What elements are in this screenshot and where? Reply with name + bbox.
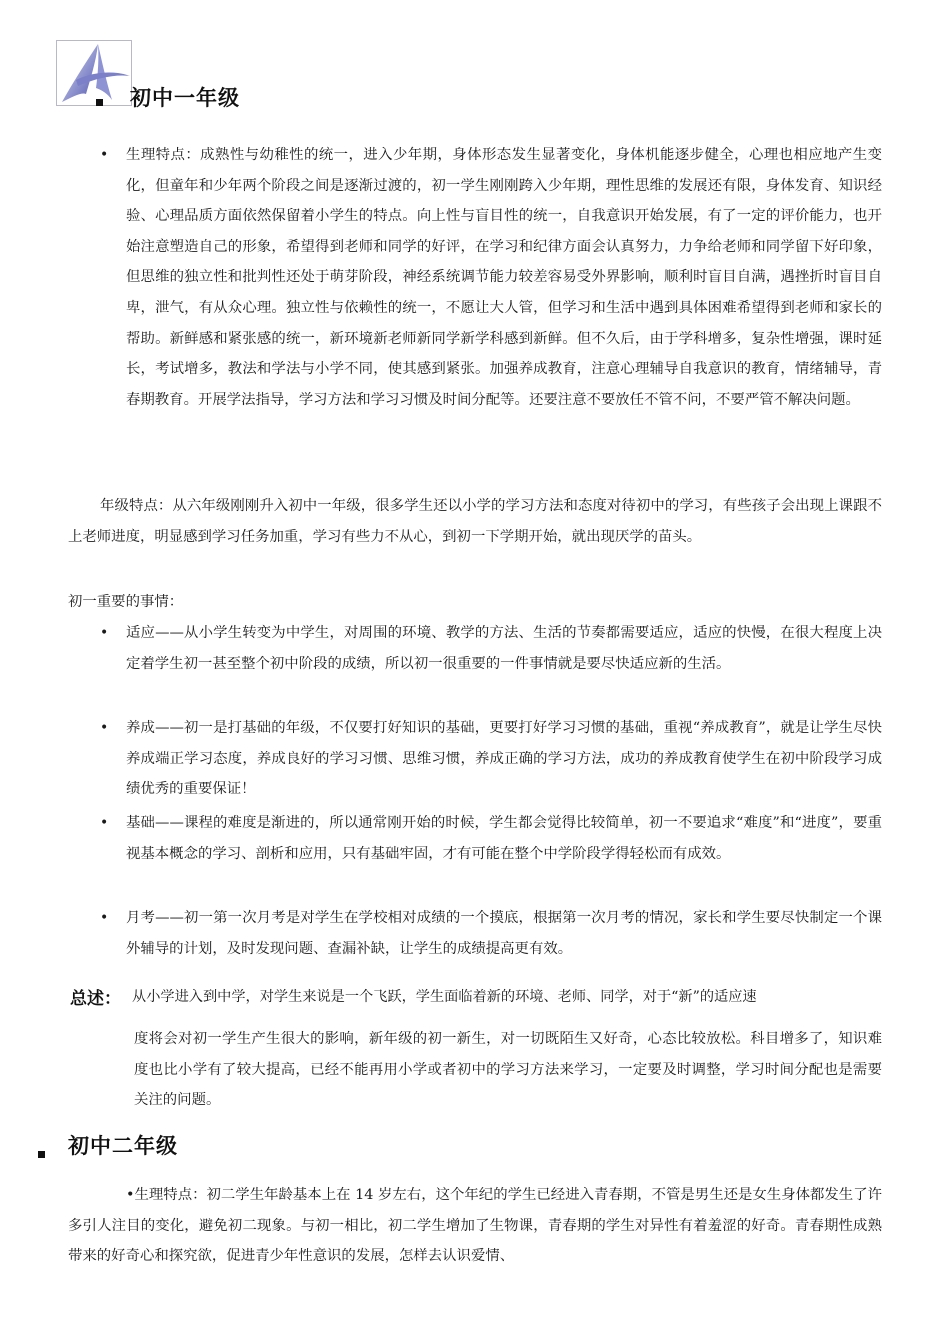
important-item-foundation: 基础——课程的难度是渐进的，所以通常刚开始的时候，学生都会觉得比较简单，初一不要追求“难度”和“进度”，要重视基本概念的学习、剖析和应用，只有基础牢固，才有可能在整个中学阶段学得轻松而有成效。 xyxy=(126,815,882,862)
important-item-adapt: 适应——从小学生转变为中学生，对周围的环境、教学的方法、生活的节奏都需要适应，适应的快慢，在很大程度上决定着学生初一甚至整个初中阶段的成绩，所以初一很重要的一件事情就是要尽快适应新的生活。 xyxy=(126,625,882,672)
bullet-marker: • xyxy=(100,147,109,163)
grade-features-paragraph: 年级特点：从六年级刚刚升入初中一年级，很多学生还以小学的学习方法和态度对待初中的学习，有些孩子会出现上课跟不上老师进度，明显感到学习任务加重，学习有些力不从心，到初一下学期开始，就出现厌学的苗头。 xyxy=(68,498,882,545)
bullet-marker: • xyxy=(100,720,109,736)
summary-first-line: 从小学进入到中学，对学生来说是一个飞跃，学生面临着新的环境、老师、同学，对于“新”的适应速 xyxy=(132,989,757,1005)
stylized-letter-a-logo-icon xyxy=(56,40,132,106)
summary-label: 总述： xyxy=(70,989,121,1009)
heading-square-bullet xyxy=(96,99,103,106)
grade-8-physiology-paragraph: •生理特点：初二学生年龄基本上在 14 岁左右，这个年纪的学生已经进入青春期，不管是男生还是女生身体都发生了许多引人注目的变化，避免初二现象。与初一相比，初二学生增加了生物课，青春期的学生对异性有着羞涩的好奇。青春期性成熟带来的好奇心和探究欲，促进青少年性意识的发展，怎样去认识爱情、 xyxy=(68,1187,882,1265)
summary-paragraph: 度将会对初一学生产生很大的影响，新年级的初一新生，对一切既陌生又好奇，心态比较放松。科目增多了，知识难度也比小学有了较大提高，已经不能再用小学或者初中的学习方法来学习，一定要及时调整，学习时间分配也是需要关注的问题。 xyxy=(134,1031,882,1109)
bullet-marker: • xyxy=(100,815,109,831)
section-heading-grade-8: 初中二年级 xyxy=(68,1134,178,1158)
bullet-marker: • xyxy=(100,910,109,926)
heading-square-bullet xyxy=(38,1151,45,1158)
important-item-habits: 养成——初一是打基础的年级，不仅要打好知识的基础，更要打好学习习惯的基础，重视“养成教育”，就是让学生尽快养成端正学习态度，养成良好的学习习惯、思维习惯，养成正确的学习方法，成功的养成教育使学生在初中阶段学习成绩优秀的重要保证！ xyxy=(126,720,882,798)
section-heading-grade-7: 初中一年级 xyxy=(130,86,240,110)
physiology-paragraph: 生理特点：成熟性与幼稚性的统一，进入少年期，身体形态发生显著变化，身体机能逐步健全，心理也相应地产生变化，但童年和少年两个阶段之间是逐渐过渡的，初一学生刚刚跨入少年期，理性思维的发展还有限，身体发育、知识经验、心理品质方面依然保留着小学生的特点。向上性与盲目性的统一，自我意识开始发展，有了一定的评价能力，也开始注意塑造自己的形象，希望得到老师和同学的好评，在学习和纪律方面会认真努力，力争给老师和同学留下好印象，但思维的独立性和批判性还处于萌芽阶段，神经系统调节能力较差容易受外界影响，顺利时盲目自满，遇挫折时盲目自卑，泄气，有从众心理。独立性与依赖性的统一，不愿让大人管，但学习和生活中遇到具体困难希望得到老师和家长的帮助。新鲜感和紧张感的统一，新环境新老师新同学新学科感到新鲜。但不久后，由于学科增多，复杂性增强，课时延长，考试增多，教法和学法与小学不同，使其感到紧张。加强养成教育，注意心理辅导自我意识的教育，情绪辅导，青春期教育。开展学法指导，学习方法和学习习惯及时间分配等。还要注意不要放任不管不问，不要严管不解决问题。 xyxy=(126,147,882,408)
important-title: 初一重要的事情： xyxy=(68,594,184,610)
bullet-marker: • xyxy=(100,625,109,641)
important-item-monthly-exam: 月考——初一第一次月考是对学生在学校相对成绩的一个摸底，根据第一次月考的情况，家长和学生要尽快制定一个课外辅导的计划，及时发现问题、查漏补缺，让学生的成绩提高更有效。 xyxy=(126,910,882,957)
